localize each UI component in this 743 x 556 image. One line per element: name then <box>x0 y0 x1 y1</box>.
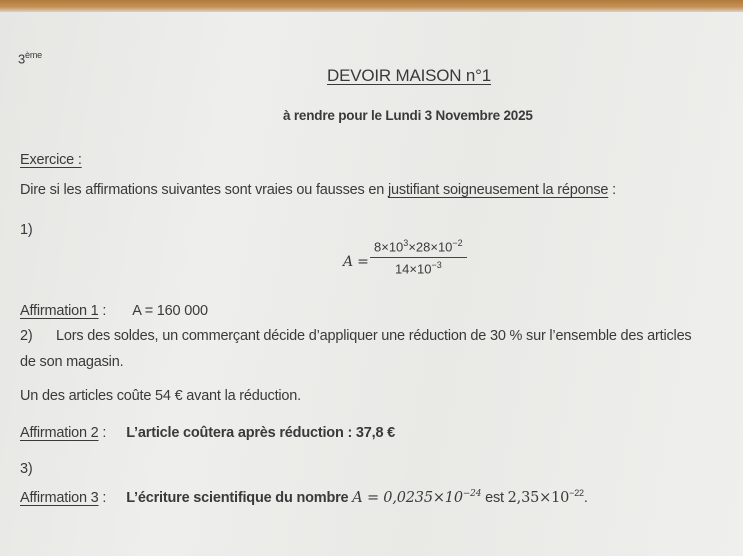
instruction-colon: : <box>608 182 616 198</box>
grade-suffix: ème <box>25 50 42 60</box>
affirmation-1-text: A = 160 000 <box>132 303 208 319</box>
wooden-table-edge <box>0 0 743 12</box>
affirmation-1: Affirmation 1 : A = 160 000 <box>20 303 208 319</box>
page-title: DEVOIR MAISON n°1 <box>327 66 491 85</box>
formula-numerator: $8\times 10^3\times 28\times 10^{-2}$ <box>370 238 467 258</box>
formula-fraction <box>370 238 467 277</box>
question-2-line-3: Un des articles coûte 54 € avant la réduction. <box>20 388 301 404</box>
due-date: à rendre pour le Lundi 3 Novembre 2025 <box>283 108 533 123</box>
formula-denominator: $14\times 10^{-3}$ <box>394 260 442 277</box>
affirmation-3: Affirmation 3 : L’écriture scientifique du nombre $A = 0,0235\times 10^{-24}$ est $2,35\times 10^{-22}$. <box>20 488 588 506</box>
affirmation-2: Affirmation 2 : L’article coûtera après réduction : 37,8 € <box>20 425 396 441</box>
affirmation-3-text: L’écriture scientifique du nombre <box>126 489 353 506</box>
question-2-number: 2) <box>20 328 33 344</box>
affirmation-1-label: Affirmation 1 <box>20 303 99 319</box>
exercise-heading: Exercice : <box>20 152 82 168</box>
instruction-emphasis: justifiant soigneusement la réponse <box>387 182 609 198</box>
grade-level <box>18 50 42 66</box>
question-1-number: 1) <box>20 222 33 238</box>
affirmation-3-label: Affirmation 3 <box>20 489 99 506</box>
grade-number: 3 <box>18 51 26 67</box>
affirmation-3-scientific: 2,35×10 <box>507 489 570 506</box>
instruction <box>20 182 616 198</box>
affirmation-2-label: Affirmation 2 <box>20 425 99 441</box>
question-2-line-1: Lors des soldes, un commerçant décide d’appliquer une réduction de 30 % sur l’ensemble des articles <box>56 328 692 344</box>
formula-lhs: A = <box>343 254 369 270</box>
affirmation-2-text: L’article coûtera après réduction : 37,8 € <box>126 425 396 441</box>
instruction-text: Dire si les affirmations suivantes sont vraies ou fausses en <box>20 182 388 198</box>
affirmation-3-number: A = 0,0235×10 <box>352 489 463 506</box>
question-3-number: 3) <box>20 461 33 477</box>
question-2-line-2: de son magasin. <box>20 354 124 370</box>
